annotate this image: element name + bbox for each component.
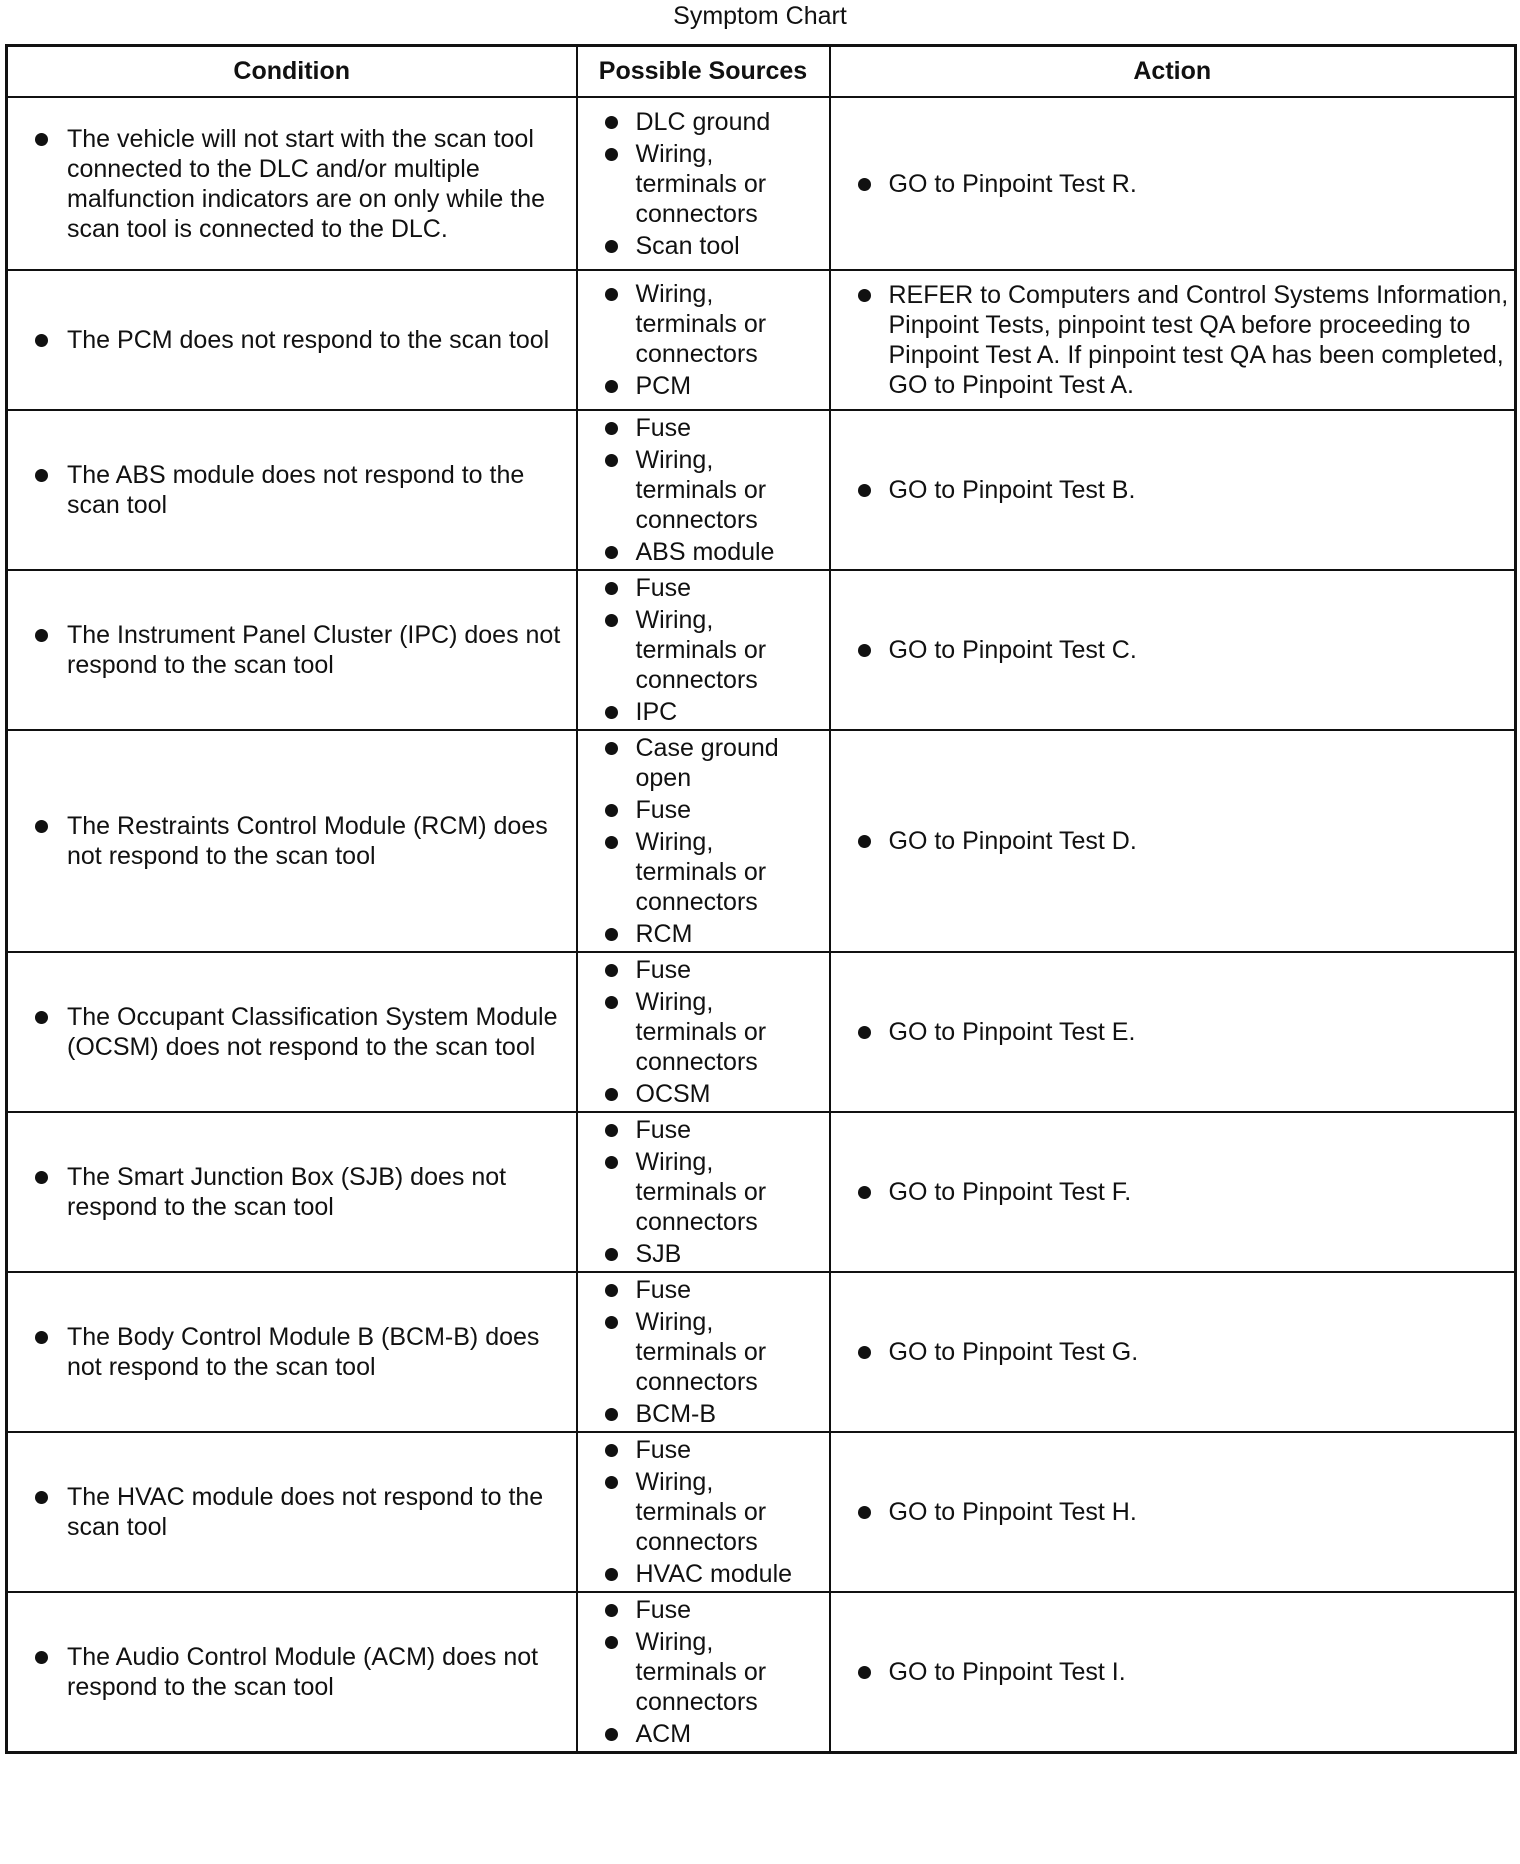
bullet-icon [605,1636,618,1649]
condition-item [8,1642,576,1702]
bullet-icon [605,1568,618,1581]
source-text: Fuse [635,1436,692,1464]
source-text: Fuse [635,414,692,442]
condition-cell [7,730,577,952]
source-text: Fuse [635,956,692,984]
source-text: BCM-B [635,1400,717,1428]
condition-item [8,1482,576,1542]
condition-cell [7,1272,577,1432]
bullet-icon [605,148,618,161]
table-row [7,1592,1516,1753]
bullet-icon [858,835,871,848]
source-item [578,919,829,949]
header-row [7,46,1516,98]
condition-text: The Instrument Panel Cluster (IPC) does not respond to the scan tool [67,621,561,679]
bullet-icon [858,289,871,302]
bullet-icon [35,1491,48,1504]
header-condition: Condition [7,46,577,98]
possible-sources-cell [577,730,830,952]
bullet-icon [605,240,618,253]
source-item [578,279,829,369]
bullet-icon [605,1248,618,1261]
possible-sources-cell [577,1592,830,1753]
action-cell [830,270,1516,410]
source-text: Scan tool [635,231,740,260]
bullet-icon [605,454,618,467]
source-text: Fuse [635,1596,692,1624]
possible-sources-cell [577,270,830,410]
action-text: GO to Pinpoint Test E. [888,1018,1136,1046]
bullet-icon [858,1346,871,1359]
bullet-icon [605,706,618,719]
action-cell [830,97,1516,270]
table-row [7,97,1516,270]
action-cell [830,1272,1516,1432]
table-row [7,410,1516,570]
condition-text: The HVAC module does not respond to the scan tool [67,1483,544,1541]
action-item [831,1337,1515,1367]
source-item [578,1467,829,1557]
bullet-icon [35,820,48,833]
source-item [578,605,829,695]
possible-sources-cell [577,1272,830,1432]
action-text: GO to Pinpoint Test F. [888,1178,1132,1206]
source-text: Wiring, terminals or connectors [635,1628,767,1716]
table-row [7,730,1516,952]
source-item [578,1275,829,1305]
source-text: RCM [635,920,693,948]
source-item [578,1307,829,1397]
condition-item [8,460,576,520]
condition-text: The vehicle will not start with the scan tool connected to the DLC and/or multiple malfunction indicators are on only while the scan tool is connected to the DLC. [67,124,546,243]
symptom-chart-table [5,44,1517,1754]
action-item [831,1017,1515,1047]
action-item [831,169,1515,199]
source-item [578,955,829,985]
table-body [7,97,1516,1753]
condition-text: The ABS module does not respond to the scan tool [67,461,525,519]
source-item [578,1239,829,1269]
bullet-icon [605,380,618,393]
action-cell [830,410,1516,570]
bullet-icon [35,469,48,482]
bullet-icon [605,1476,618,1489]
table-row [7,270,1516,410]
source-item [578,987,829,1077]
source-item [578,1559,829,1589]
condition-cell [7,1112,577,1272]
source-text: DLC ground [635,107,771,136]
bullet-icon [605,928,618,941]
source-item [578,1627,829,1717]
condition-text: The Restraints Control Module (RCM) does not respond to the scan tool [67,812,548,870]
bullet-icon [605,546,618,559]
bullet-icon [605,1284,618,1297]
bullet-icon [605,288,618,301]
action-item [831,1177,1515,1207]
bullet-icon [605,1604,618,1617]
bullet-icon [858,1506,871,1519]
source-text: HVAC module [635,1560,793,1588]
action-cell [830,952,1516,1112]
action-cell [830,1112,1516,1272]
source-item [578,1115,829,1145]
header-action: Action [830,46,1516,98]
source-text: Wiring, terminals or connectors [635,1148,767,1236]
source-item [578,1595,829,1625]
source-text: Wiring, terminals or connectors [635,828,767,916]
source-item [578,231,829,261]
action-text: GO to Pinpoint Test G. [888,1338,1139,1366]
condition-cell [7,270,577,410]
condition-item [8,620,576,680]
source-text: Wiring, terminals or connectors [635,1308,767,1396]
condition-item [8,811,576,871]
action-text: GO to Pinpoint Test C. [888,636,1137,664]
bullet-icon [605,1316,618,1329]
source-item [578,139,829,229]
action-text: GO to Pinpoint Test H. [888,1498,1137,1526]
bullet-icon [605,1728,618,1741]
action-cell [830,1432,1516,1592]
bullet-icon [858,644,871,657]
bullet-icon [35,334,48,347]
bullet-icon [605,1408,618,1421]
possible-sources-cell [577,410,830,570]
bullet-icon [605,614,618,627]
bullet-icon [605,422,618,435]
header-possible-sources: Possible Sources [577,46,830,98]
action-cell [830,1592,1516,1753]
source-item [578,107,829,137]
source-text: Wiring, terminals or connectors [635,139,767,228]
table-row [7,570,1516,730]
source-text: OCSM [635,1080,711,1108]
action-text: GO to Pinpoint Test B. [888,476,1136,504]
bullet-icon [605,1088,618,1101]
bullet-icon [858,484,871,497]
bullet-icon [35,1171,48,1184]
possible-sources-cell [577,97,830,270]
condition-cell [7,1592,577,1753]
source-text: Fuse [635,1116,692,1144]
bullet-icon [35,1651,48,1664]
possible-sources-cell [577,1112,830,1272]
bullet-icon [605,996,618,1009]
action-cell [830,570,1516,730]
source-text: Case ground open [635,734,779,792]
source-text: ABS module [635,538,775,566]
source-text: Wiring, terminals or connectors [635,1468,767,1556]
table-row [7,1112,1516,1272]
condition-cell [7,1432,577,1592]
bullet-icon [858,1026,871,1039]
condition-cell [7,952,577,1112]
possible-sources-cell [577,1432,830,1592]
source-item [578,1079,829,1109]
source-item [578,1435,829,1465]
source-text: Wiring, terminals or connectors [635,988,767,1076]
bullet-icon [605,964,618,977]
source-text: PCM [635,372,692,400]
chart-caption: Symptom Chart [673,2,847,30]
bullet-icon [605,836,618,849]
condition-item [8,1162,576,1222]
source-item [578,445,829,535]
condition-item [8,1002,576,1062]
action-item [831,280,1515,400]
source-item [578,1399,829,1429]
bullet-icon [35,629,48,642]
source-text: Wiring, terminals or connectors [635,606,767,694]
condition-text: The Occupant Classification System Module (OCSM) does not respond to the scan tool [67,1003,558,1061]
action-item [831,826,1515,856]
source-item [578,697,829,727]
bullet-icon [605,804,618,817]
table-row [7,952,1516,1112]
bullet-icon [605,1444,618,1457]
action-item [831,1497,1515,1527]
condition-text: The Body Control Module B (BCM-B) does not respond to the scan tool [67,1323,540,1381]
source-item [578,733,829,793]
source-item [578,1719,829,1749]
condition-text: The PCM does not respond to the scan tool [67,326,550,354]
action-text: GO to Pinpoint Test D. [888,827,1137,855]
condition-cell [7,97,577,270]
source-item [578,371,829,401]
bullet-icon [605,1124,618,1137]
action-item [831,635,1515,665]
bullet-icon [605,116,618,129]
action-cell [830,730,1516,952]
action-item [831,475,1515,505]
condition-item [8,325,576,355]
bullet-icon [605,742,618,755]
possible-sources-cell [577,570,830,730]
source-item [578,537,829,567]
source-text: Fuse [635,574,692,602]
possible-sources-cell [577,952,830,1112]
source-text: SJB [635,1240,682,1268]
source-text: ACM [635,1720,692,1748]
bullet-icon [35,133,48,146]
table-row [7,1432,1516,1592]
source-text: Fuse [635,796,692,824]
table-row [7,1272,1516,1432]
condition-cell [7,410,577,570]
source-text: IPC [635,698,678,726]
source-item [578,795,829,825]
action-text: GO to Pinpoint Test I. [888,1658,1126,1686]
condition-item [8,1322,576,1382]
bullet-icon [858,178,871,191]
condition-cell [7,570,577,730]
action-item [831,1657,1515,1687]
source-item [578,827,829,917]
source-item [578,413,829,443]
source-item [578,573,829,603]
condition-text: The Smart Junction Box (SJB) does not respond to the scan tool [67,1163,507,1221]
bullet-icon [858,1666,871,1679]
source-text: Wiring, terminals or connectors [635,446,767,534]
action-text: GO to Pinpoint Test R. [888,169,1137,198]
bullet-icon [35,1011,48,1024]
source-text: Fuse [635,1276,692,1304]
condition-item [8,124,576,244]
bullet-icon [35,1331,48,1344]
source-item [578,1147,829,1237]
bullet-icon [605,1156,618,1169]
bullet-icon [605,582,618,595]
bullet-icon [858,1186,871,1199]
condition-text: The Audio Control Module (ACM) does not respond to the scan tool [67,1643,539,1701]
action-text: REFER to Computers and Control Systems Information, Pinpoint Tests, pinpoint test QA before proceeding to Pinpoint Test A. If pinpoint test QA has been completed, GO to Pinpoint Test A. [888,281,1509,399]
source-text: Wiring, terminals or connectors [635,280,767,368]
